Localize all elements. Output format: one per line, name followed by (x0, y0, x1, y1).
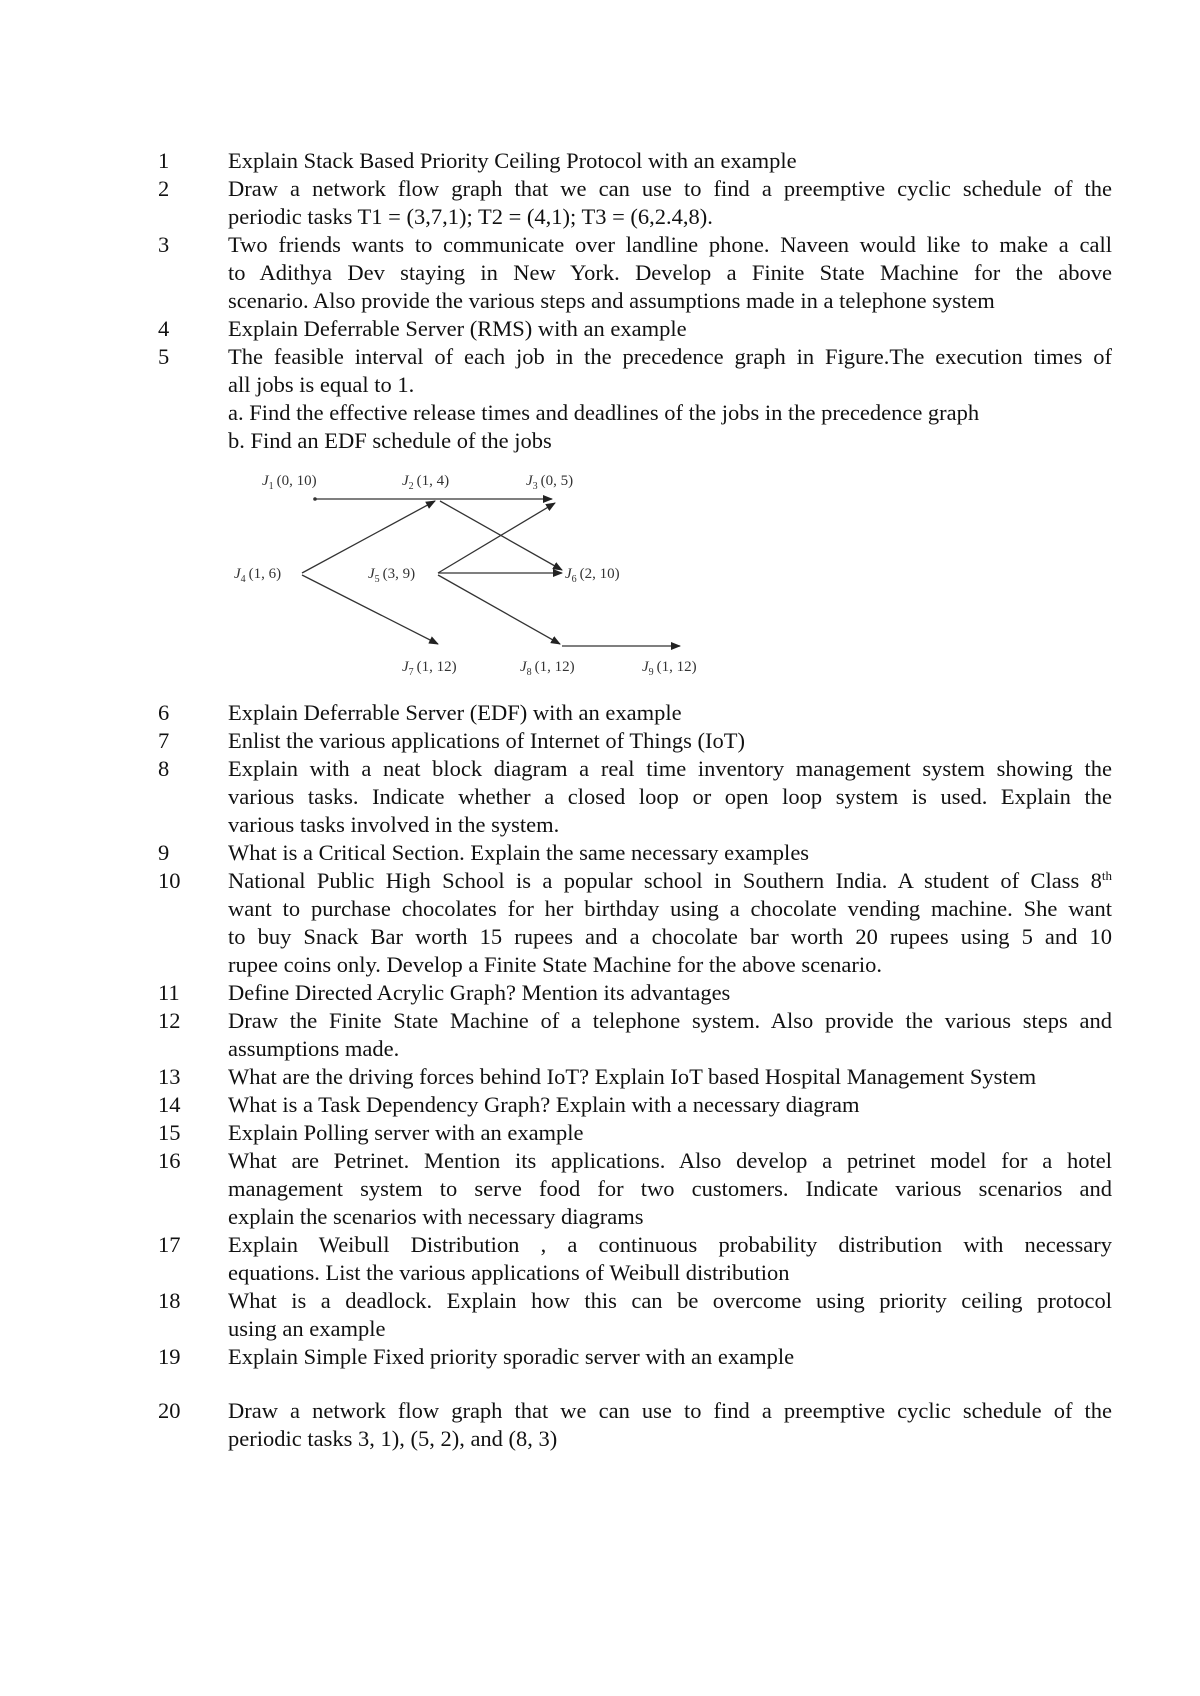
question-text (228, 979, 1112, 1007)
question-line-text: National Public High School is a popular school in Southern India. A student of Class 8 (228, 868, 1102, 893)
question-number: 9 (158, 840, 170, 865)
question-number: 13 (158, 1064, 181, 1089)
question-line: What is a Critical Section. Explain the same necessary examples (228, 840, 810, 865)
question-number: 19 (158, 1344, 181, 1369)
question-text (228, 1147, 1112, 1231)
question-text (228, 1287, 1112, 1343)
question-number: 15 (158, 1120, 181, 1145)
node-j2: $J_2$ (1, 4) (402, 473, 450, 492)
question-line: Explain Simple Fixed priority sporadic server with an example (228, 1344, 795, 1369)
question-line: Explain Deferrable Server (RMS) with an example (228, 316, 687, 341)
ordinal-superscript: th (1101, 868, 1112, 883)
question-line: Draw a network flow graph that we can use to find a preemptive cyclic schedule of the (228, 1398, 1112, 1423)
edge-j5-j8 (438, 575, 560, 644)
question-number: 6 (158, 700, 170, 725)
question-line: using an example (228, 1316, 386, 1341)
node-j3: $J_3$ (0, 5) (526, 473, 574, 492)
question-text (228, 1231, 1112, 1287)
question-text (228, 1091, 1112, 1119)
node-j6: $J_6$ (2, 10) (565, 566, 620, 585)
node-j8: $J_8$ (1, 12) (520, 659, 575, 678)
question-number: 10 (158, 868, 181, 893)
question-line: all jobs is equal to 1. (228, 372, 415, 397)
question-number: 18 (158, 1288, 181, 1313)
question-number: 12 (158, 1008, 181, 1033)
node-j7: $J_7$ (1, 12) (402, 659, 457, 678)
question-5-part-a: a. Find the effective release times and deadlines of the jobs in the precedence graph (228, 400, 980, 425)
node-j4: $J_4$ (1, 6) (234, 566, 282, 585)
question-text (228, 755, 1112, 839)
question-number: 7 (158, 728, 170, 753)
question-line: equations. List the various applications of Weibull distribution (228, 1260, 790, 1285)
node-j1-dot (313, 497, 317, 501)
question-text (228, 727, 1112, 755)
question-text (228, 867, 1112, 979)
question-line: What is a Task Dependency Graph? Explain with a necessary diagram (228, 1092, 860, 1117)
question-line: What are Petrinet. Mention its applications. Also develop a petrinet model for a hotel (228, 1148, 1112, 1173)
question-number: 16 (158, 1148, 181, 1173)
question-line: periodic tasks T1 = (3,7,1); T2 = (4,1); T3 = (6,2.4,8). (228, 204, 713, 229)
question-line: rupee coins only. Develop a Finite State Machine for the above scenario. (228, 952, 882, 977)
question-text (228, 1063, 1112, 1091)
question-text (228, 839, 1112, 867)
question-line: Draw a network flow graph that we can use to find a preemptive cyclic schedule of the (228, 176, 1112, 201)
question-number: 5 (158, 344, 170, 369)
question-text (228, 343, 1112, 399)
question-number: 20 (158, 1398, 181, 1423)
question-number: 17 (158, 1232, 181, 1257)
question-line: Enlist the various applications of Internet of Things (IoT) (228, 728, 745, 753)
question-number: 1 (158, 148, 170, 173)
precedence-graph-figure (234, 465, 730, 680)
question-line: Explain Stack Based Priority Ceiling Protocol with an example (228, 148, 797, 173)
edge-j4-j2 (302, 501, 435, 573)
node-j9: $J_9$ (1, 12) (642, 659, 697, 678)
question-number: 14 (158, 1092, 181, 1117)
edge-j4-j7 (302, 575, 438, 644)
question-5-part-b: b. Find an EDF schedule of the jobs (228, 428, 552, 453)
question-line: periodic tasks 3, 1), (5, 2), and (8, 3) (228, 1426, 558, 1451)
question-line: Draw the Finite State Machine of a telephone system. Also provide the various steps and (228, 1008, 1112, 1033)
question-line: want to purchase chocolates for her birthday using a chocolate vending machine. She want (228, 896, 1112, 921)
question-text (228, 1007, 1112, 1063)
question-line: Explain with a neat block diagram a real time inventory management system showing the (228, 756, 1112, 781)
question-text (228, 1343, 1112, 1371)
question-line: management system to serve food for two customers. Indicate various scenarios and (228, 1176, 1112, 1201)
question-line (228, 867, 1112, 895)
question-line: various tasks. Indicate whether a closed loop or open loop system is used. Explain the (228, 784, 1112, 809)
question-line: What are the driving forces behind IoT? Explain IoT based Hospital Management System (228, 1064, 1037, 1089)
question-line: to Adithya Dev staying in New York. Develop a Finite State Machine for the above (228, 260, 1112, 285)
question-text (228, 315, 1112, 343)
question-number: 4 (158, 316, 170, 341)
question-number: 11 (158, 980, 180, 1005)
question-line: Explain Polling server with an example (228, 1120, 584, 1145)
question-line: scenario. Also provide the various steps and assumptions made in a telephone system (228, 288, 995, 313)
question-number: 3 (158, 232, 170, 257)
question-text (228, 147, 1112, 175)
edge-j5-j3 (438, 503, 555, 573)
question-line: to buy Snack Bar worth 15 rupees and a chocolate bar worth 20 rupees using 5 and 10 (228, 924, 1112, 949)
question-line: Explain Deferrable Server (EDF) with an example (228, 700, 682, 725)
question-text (228, 699, 1112, 727)
question-line: various tasks involved in the system. (228, 812, 560, 837)
question-text (228, 175, 1112, 231)
question-number: 2 (158, 176, 170, 201)
question-line: assumptions made. (228, 1036, 400, 1061)
question-line: Explain Weibull Distribution , a continuous probability distribution with necessary (228, 1232, 1112, 1257)
question-text (228, 1397, 1112, 1453)
question-line: What is a deadlock. Explain how this can be overcome using priority ceiling protocol (228, 1288, 1112, 1313)
question-line: The feasible interval of each job in the precedence graph in Figure.The execution times of (228, 344, 1112, 369)
question-number: 8 (158, 756, 170, 781)
question-line: explain the scenarios with necessary diagrams (228, 1204, 644, 1229)
question-text (228, 231, 1112, 315)
question-line: Define Directed Acrylic Graph? Mention its advantages (228, 980, 731, 1005)
node-j5: $J_5$ (3, 9) (368, 566, 416, 585)
question-line: Two friends wants to communicate over landline phone. Naveen would like to make a call (228, 232, 1112, 257)
question-text (228, 1119, 1112, 1147)
node-j1: $J_1$ (0, 10) (262, 473, 317, 492)
precedence-graph (234, 465, 730, 680)
